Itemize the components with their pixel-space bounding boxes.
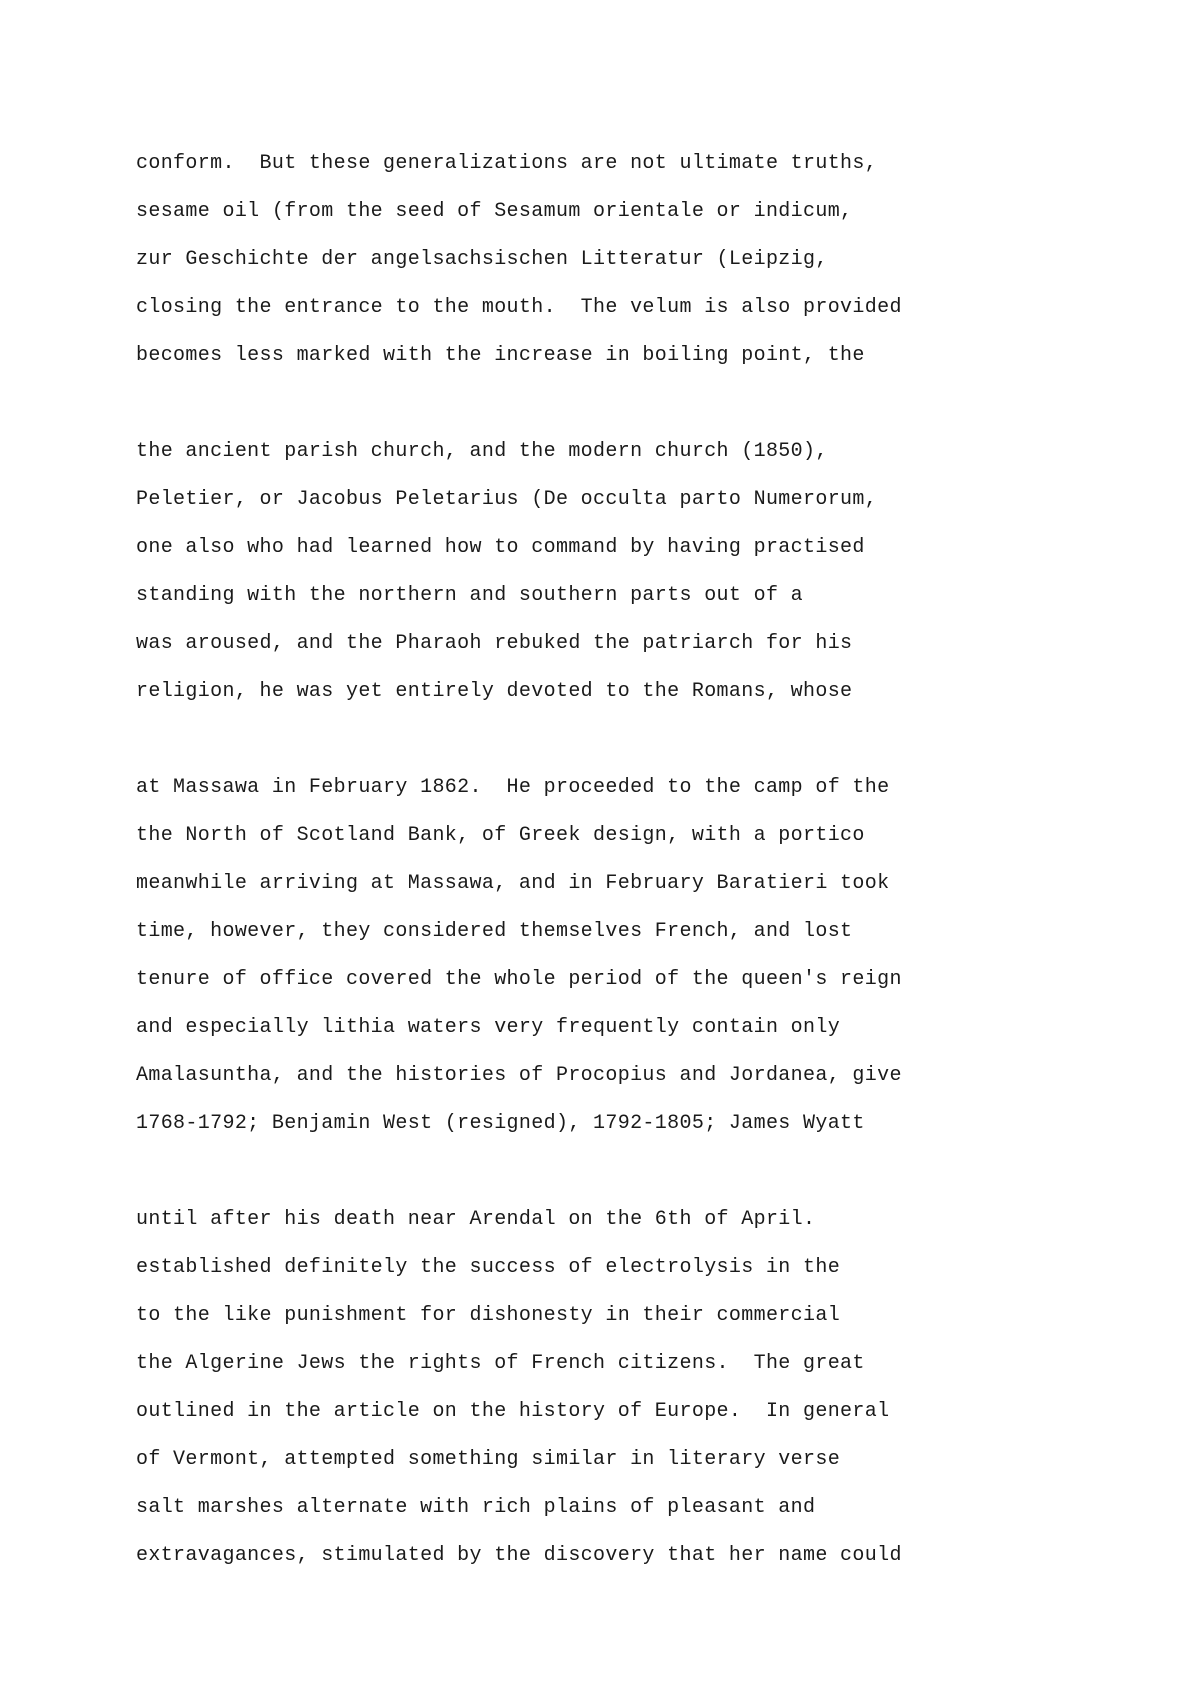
text-line: closing the entrance to the mouth. The velum is also provided [136,296,902,319]
text-line: meanwhile arriving at Massawa, and in February Baratieri took [136,872,890,895]
text-line: was aroused, and the Pharaoh rebuked the patriarch for his [136,632,853,655]
text-line: Peletier, or Jacobus Peletarius (De occulta parto Numerorum, [136,488,878,511]
text-line: the Algerine Jews the rights of French citizens. The great [136,1352,865,1375]
text-line: to the like punishment for dishonesty in their commercial [136,1304,841,1327]
document-body [136,140,1136,1628]
text-line: the North of Scotland Bank, of Greek design, with a portico [136,824,865,847]
text-line: conform. But these generalizations are not ultimate truths, [136,152,878,175]
text-line: outlined in the article on the history of Europe. In general [136,1400,890,1423]
paragraph-3 [136,764,1136,1148]
text-line: religion, he was yet entirely devoted to the Romans, whose [136,680,853,703]
text-line: and especially lithia waters very frequently contain only [136,1016,841,1039]
text-line: Amalasuntha, and the histories of Procopius and Jordanea, give [136,1064,902,1087]
text-line: standing with the northern and southern parts out of a [136,584,804,607]
text-line: the ancient parish church, and the modern church (1850), [136,440,828,463]
text-line: one also who had learned how to command by having practised [136,536,865,559]
paragraph-1 [136,140,1136,380]
text-line: established definitely the success of electrolysis in the [136,1256,841,1279]
paragraph-4 [136,1196,1136,1580]
text-line: 1768-1792; Benjamin West (resigned), 1792-1805; James Wyatt [136,1112,865,1135]
text-line: extravagances, stimulated by the discovery that her name could [136,1544,902,1567]
text-line: of Vermont, attempted something similar in literary verse [136,1448,841,1471]
text-line: time, however, they considered themselves French, and lost [136,920,853,943]
paragraph-2 [136,428,1136,716]
text-line: salt marshes alternate with rich plains of pleasant and [136,1496,816,1519]
text-line: at Massawa in February 1862. He proceeded to the camp of the [136,776,890,799]
text-line: zur Geschichte der angelsachsischen Litteratur (Leipzig, [136,248,828,271]
text-line: sesame oil (from the seed of Sesamum orientale or indicum, [136,200,853,223]
text-line: becomes less marked with the increase in boiling point, the [136,344,865,367]
text-line: until after his death near Arendal on the 6th of April. [136,1208,816,1231]
text-line: tenure of office covered the whole period of the queen's reign [136,968,902,991]
